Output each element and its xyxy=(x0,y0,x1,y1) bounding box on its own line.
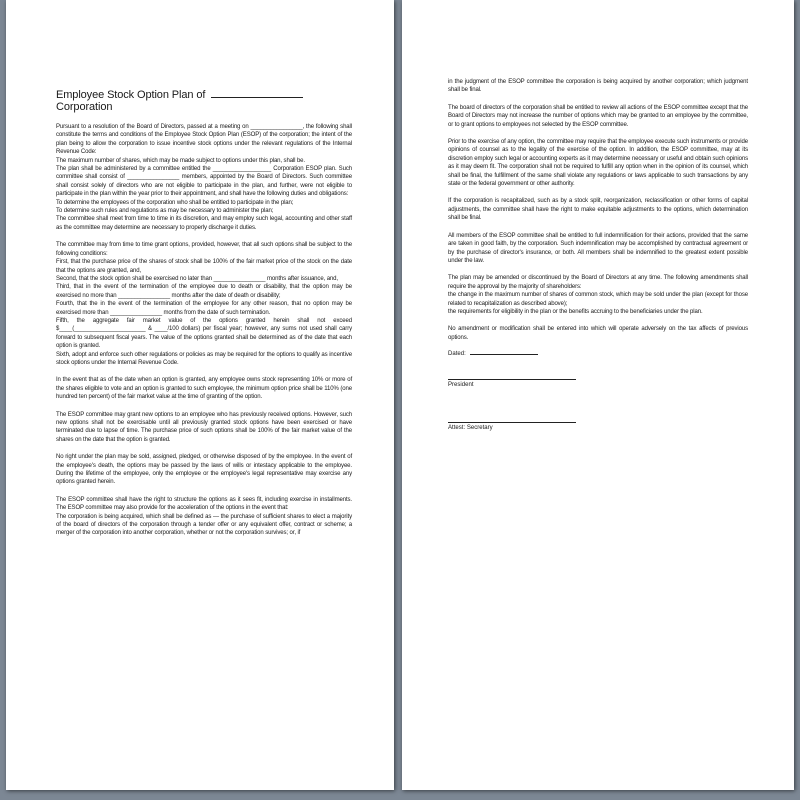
signature-line-president xyxy=(448,379,576,380)
paragraph-line: The committee shall meet from time to time in its discretion, and may employ such legal, accounting and other staff as the committee may determine are necessary to properly discharge it duties. xyxy=(56,216,352,231)
paragraph xyxy=(448,104,748,129)
paragraph-line: No right under the plan may be sold, assigned, pledged, or otherwise disposed of by the employee. In the event of the employee's death, the options may be passed by the laws of wills or intestacy applicable to the employee. During the lifetime of the employee, only the employee or the employee's legal representative may exercise any options granted herein. xyxy=(56,454,352,486)
signature-block xyxy=(448,379,748,431)
paragraph-line: If the corporation is recapitalized, such as by a stock split, reorganization, reclassification or other forms of capital adjustments, the committee shall have the right to make equitable adjustments to the options, which determination shall be final. xyxy=(448,198,748,222)
paragraph-line: Sixth, adopt and enforce such other regulations or policies as may be required for the options to qualify as incentive stock options under the Internal Revenue Code. xyxy=(56,351,352,366)
document-page-2 xyxy=(402,0,794,790)
paragraph xyxy=(448,197,748,222)
dated-field xyxy=(448,351,748,357)
paragraph xyxy=(448,325,748,342)
paragraph-line: the requirements for eligibility in the plan or the benefits accruing to the beneficiaries under the plan. xyxy=(448,308,703,315)
paragraph xyxy=(56,453,352,487)
paragraph-line: The ESOP committee shall have the right to structure the options as it sees fit, including exercise in installments. The ESOP committee may also provide for the acceleration of the options in the event that: xyxy=(56,496,352,512)
paragraph-line: Fifth, the aggregate fair market value of the options granted herein shall not exceed $____(______________________ & ____/100 dollars) per fiscal year; however, any sums not used shall carry forward to subsequent fiscal years. The value of the options granted shall be determined as of the date that each option is granted. xyxy=(56,317,352,350)
paragraph xyxy=(56,241,352,367)
paragraph-line: Pursuant to a resolution of the Board of Directors, passed at a meeting on ________________, the following shall constitute the terms and conditions of the Employee Stock Option Plan (ESOP) of the corporation; the intent of the plan being to allow the corporation to issue incentive stock options under the relevant regulations of the Internal Revenue Code: xyxy=(56,124,352,156)
paragraph xyxy=(56,376,352,401)
paragraph xyxy=(56,123,352,232)
paragraph-line: In the event that as of the date when an option is granted, any employee owns stock representing 10% or more of the shares eligible to vote and an option is granted to such employee, the minimum option price shall be 110% (one hundred ten percent) of the fair market value at the time of granting of the option. xyxy=(56,377,352,401)
paragraph-line: Second, that the stock option shall be exercised no later than ________________ months after issuance, and, xyxy=(56,275,338,282)
document-title xyxy=(56,88,352,113)
signature-line-secretary xyxy=(448,422,576,423)
paragraph-line: Fourth, that the in the event of the termination of the employee for any other reason, that no option may be exercised more than ________________ months from the date of such termination. xyxy=(56,301,352,316)
page-2-body xyxy=(448,78,748,342)
paragraph-line: No amendment or modification shall be entered into which will operate adversely on the tax affects of previous options. xyxy=(448,326,748,341)
paragraph-line: To determine the employees of the corporation who shall be entitled to participate in the plan; xyxy=(56,199,294,206)
paragraph-line: The plan may be amended or discontinued by the Board of Directors at any time. The following amendments shall require the approval by the majority of shareholders: xyxy=(448,275,748,290)
signature-label-secretary: Attest: Secretary xyxy=(448,425,493,432)
paragraph-line: The plan shall be administered by a committee entitled the __________________ Corporation ESOP plan. Such committee shall consist of ________________ members, appointed by the Board of Directors. Such committee shall consist solely of directors who are not eligible to participate in the plan, and further, were not eligible to participate in the plan within the year prior to their appointment, and shall have the following duties and obligations: xyxy=(56,166,352,198)
paragraph xyxy=(448,78,748,95)
dated-label: Dated: xyxy=(448,351,466,358)
paragraph-line: To determine such rules and regulations as may be necessary to administer the plan; xyxy=(56,208,274,215)
paragraph-line: The maximum number of shares, which may be made subject to options under this plan, shall be. xyxy=(56,157,305,164)
title-blank-line xyxy=(211,88,303,98)
paragraph xyxy=(448,232,748,266)
paragraph-line: Third, that in the event of the termination of the employee due to death or disability, that the option may be exercised no more than ________________ months after the date of death or disability; xyxy=(56,284,352,299)
paragraph-line: The committee may from time to time grant options, provided, however, that all such options shall be subject to the following conditions: xyxy=(56,242,352,257)
paragraph-line: the change in the maximum number of shares of common stock, which may be sold under the plan (except for those related to recapitalization as described above); xyxy=(448,292,748,307)
title-suffix: Corporation xyxy=(56,101,113,113)
paragraph xyxy=(448,138,748,188)
signature-label-president: President xyxy=(448,382,474,389)
paragraph-line: All members of the ESOP committee shall be entitled to full indemnification for their actions, provided that the same are taken in good faith, by the corporation. Such indemnification may be accomplished by contractual agreement or by the purchase of director's insurance, or both. All members shall be indemnified to the greatest extent possible under the law. xyxy=(448,232,748,264)
paragraph-line: Prior to the exercise of any option, the committee may require that the employee execute such instruments or provide opinions of counsel as to the legality of the exercise of the option. In addition, the ESOP committee, may at its discretion employ such legal or accounting experts as it may determine necessary or useful and obtain such opinions as it may deem fit. The corporation shall not be required to fulfill any option when in the opinion of its counsel, which shall be final, the fulfillment of the same shall violate any regulations or laws applicable to such transactions by any state or the federal government or other authority. xyxy=(448,139,748,188)
paragraph-line: in the judgment of the ESOP committee the corporation is being acquired by another corporation; which judgment shall be final. xyxy=(448,79,748,94)
paragraph-line: The corporation is being acquired, which shall be defined as — the purchase of sufficient shares to elect a majority of the board of directors of the corporation through a tender offer or any equivalent offer, contract or scheme; a merger of the corporation into another corporation, whether or not the corporation survives; or, if xyxy=(56,513,352,537)
title-prefix: Employee Stock Option Plan of xyxy=(56,89,206,101)
paragraph xyxy=(56,411,352,445)
dated-blank-line xyxy=(470,354,538,355)
document-page-1 xyxy=(6,0,394,790)
paragraph xyxy=(448,274,748,316)
paragraph xyxy=(56,496,352,538)
page-1-body xyxy=(56,123,352,538)
paragraph-line: First, that the purchase price of the shares of stock shall be 100% of the fair market price of the stock on the date that the options are granted, and, xyxy=(56,259,352,274)
paragraph-line: The ESOP committee may grant new options to an employee who has previously received options. However, such new options shall not be exercisable until all previously granted stock options have been exercised or have terminated due to lapse of time. The purchase price of such options shall be 100% of the fair market value of the shares on the date that the option is granted. xyxy=(56,411,352,443)
paragraph-line: The board of directors of the corporation shall be entitled to review all actions of the ESOP committee except that the Board of Directors may not increase the number of options which may be granted to an employee by the committee, or to grant options to employees not selected by the ESOP committee. xyxy=(448,104,748,128)
